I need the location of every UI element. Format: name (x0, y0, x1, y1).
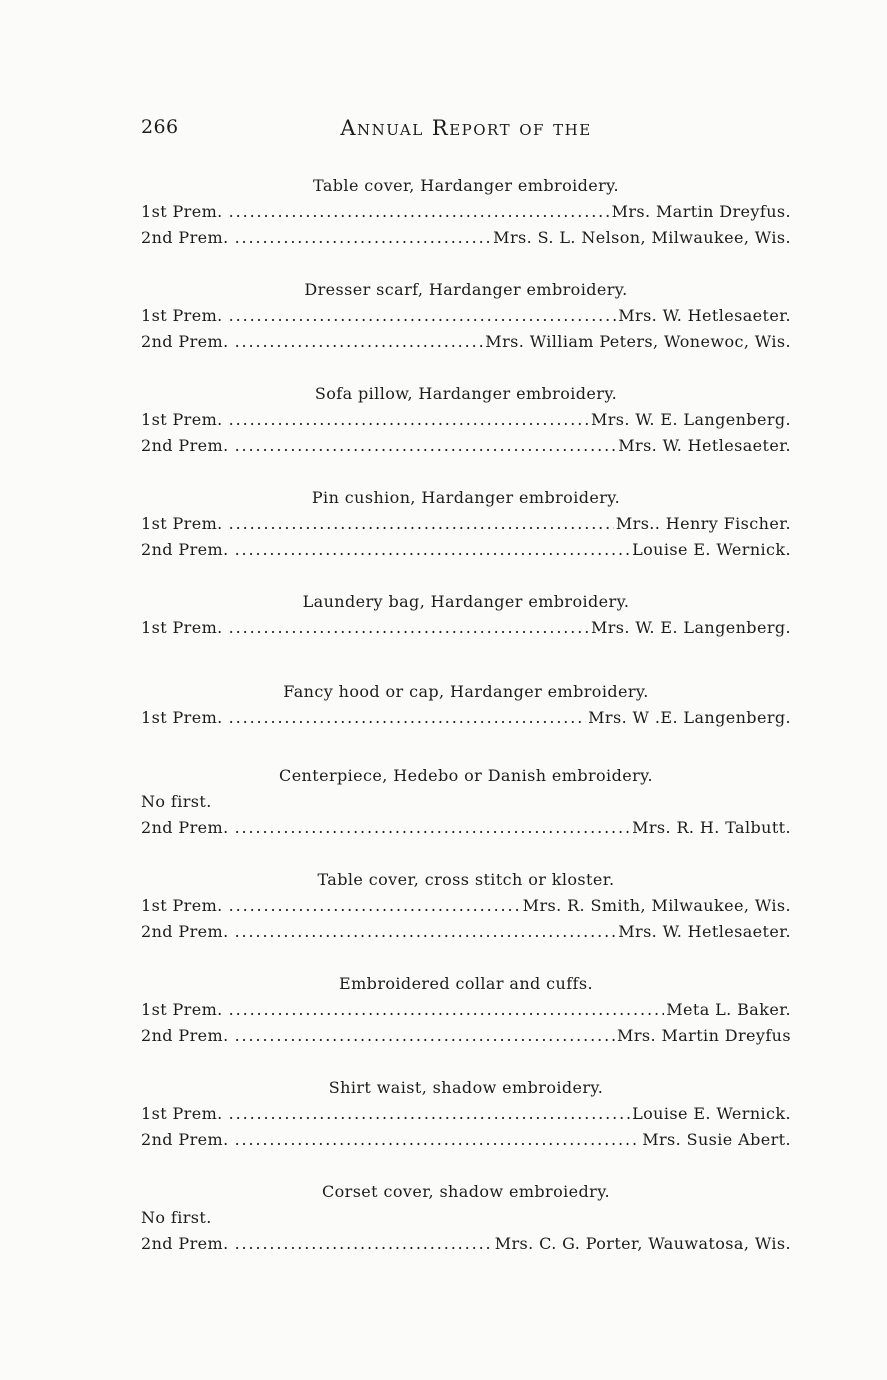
premium-line (141, 997, 791, 1023)
premium-label: 1st Prem. (141, 618, 223, 637)
category-heading: Table cover, Hardanger embroidery. (313, 176, 619, 195)
premium-line (141, 199, 791, 225)
winner-name: Mrs. W. E. Langenberg. (590, 618, 791, 637)
winner-name: Mrs. W. Hetlesaeter. (618, 306, 791, 325)
winner-name: Mrs. W .E. Langenberg. (588, 708, 791, 727)
category-heading: Embroidered collar and cuffs. (339, 974, 593, 993)
premium-line (141, 615, 791, 641)
page-header (141, 116, 791, 146)
no-first-note: No first. (141, 1208, 212, 1227)
dot-leader (229, 511, 614, 537)
winner-name: Louise E. Wernick. (632, 540, 791, 559)
premium-label: 2nd Prem. (141, 1026, 229, 1045)
dot-leader (235, 329, 484, 355)
dot-leader (235, 537, 631, 563)
premium-label: 1st Prem. (141, 202, 223, 221)
premium-label: 1st Prem. (141, 306, 223, 325)
premium-line (141, 225, 791, 251)
dot-leader (235, 433, 617, 459)
dot-leader (229, 997, 665, 1023)
premium-line (141, 1023, 791, 1049)
premium-line (141, 1101, 791, 1127)
dot-leader (229, 615, 589, 641)
dot-leader (229, 1101, 630, 1127)
premium-list (141, 173, 791, 1257)
category-heading: Sofa pillow, Hardanger embroidery. (314, 384, 618, 403)
category-heading: Pin cushion, Hardanger embroidery. (311, 488, 621, 507)
dot-leader (229, 893, 521, 919)
premium-label: 2nd Prem. (141, 818, 229, 837)
dot-leader (235, 919, 617, 945)
winner-name: Mrs. C. G. Porter, Wauwatosa, Wis. (494, 1234, 791, 1253)
winner-name: Louise E. Wernick. (632, 1104, 791, 1123)
winner-name: Mrs. Susie Abert. (642, 1130, 791, 1149)
premium-label: 2nd Prem. (141, 1130, 229, 1149)
dot-leader (235, 815, 631, 841)
premium-line (141, 407, 791, 433)
premium-line (141, 511, 791, 537)
winner-name: Mrs. W. E. Langenberg. (590, 410, 791, 429)
winner-name: Mrs. Martin Dreyfus. (611, 202, 791, 221)
category-heading: Fancy hood or cap, Hardanger embroidery. (283, 682, 649, 701)
premium-line (141, 1231, 791, 1257)
winner-name: Mrs.. Henry Fischer. (615, 514, 791, 533)
category-heading: Centerpiece, Hedebo or Danish embroidery. (279, 766, 653, 785)
dot-leader (229, 705, 586, 731)
dot-leader (235, 1023, 615, 1049)
page-number: 266 (141, 116, 179, 138)
premium-label: 2nd Prem. (141, 332, 229, 351)
premium-line (141, 537, 791, 563)
category-heading: Shirt waist, shadow embroidery. (328, 1078, 604, 1097)
premium-label: 2nd Prem. (141, 922, 229, 941)
premium-line (141, 303, 791, 329)
premium-label: 1st Prem. (141, 896, 223, 915)
premium-label: 2nd Prem. (141, 1234, 229, 1253)
running-head: Annual Report of the (340, 116, 592, 140)
premium-label: 2nd Prem. (141, 228, 229, 247)
premium-line (141, 1127, 791, 1153)
dot-leader (229, 199, 610, 225)
premium-label: 1st Prem. (141, 410, 223, 429)
winner-name: Mrs. S. L. Nelson, Milwaukee, Wis. (493, 228, 791, 247)
category-heading: Table cover, cross stitch or kloster. (317, 870, 615, 889)
premium-label: 1st Prem. (141, 708, 223, 727)
winner-name: Mrs. William Peters, Wonewoc, Wis. (485, 332, 791, 351)
premium-label: 1st Prem. (141, 1000, 223, 1019)
dot-leader (229, 407, 589, 433)
premium-line (141, 919, 791, 945)
winner-name: Mrs. Martin Dreyfus (617, 1026, 791, 1045)
no-first-note: No first. (141, 792, 212, 811)
premium-label: 1st Prem. (141, 514, 223, 533)
premium-label: 2nd Prem. (141, 436, 229, 455)
dot-leader (235, 1231, 493, 1257)
category-heading: Laundery bag, Hardanger embroidery. (302, 592, 630, 611)
premium-line (141, 893, 791, 919)
premium-line (141, 815, 791, 841)
category-heading: Dresser scarf, Hardanger embroidery. (304, 280, 628, 299)
winner-name: Mrs. R. H. Talbutt. (632, 818, 791, 837)
winner-name: Mrs. W. Hetlesaeter. (618, 922, 791, 941)
winner-name: Meta L. Baker. (666, 1000, 791, 1019)
premium-label: 1st Prem. (141, 1104, 223, 1123)
category-heading: Corset cover, shadow embroiedry. (321, 1182, 611, 1201)
dot-leader (229, 303, 617, 329)
premium-line (141, 705, 791, 731)
premium-line (141, 329, 791, 355)
dot-leader (235, 1127, 641, 1153)
premium-label: 2nd Prem. (141, 540, 229, 559)
winner-name: Mrs. R. Smith, Milwaukee, Wis. (522, 896, 791, 915)
dot-leader (235, 225, 492, 251)
premium-line (141, 433, 791, 459)
winner-name: Mrs. W. Hetlesaeter. (618, 436, 791, 455)
